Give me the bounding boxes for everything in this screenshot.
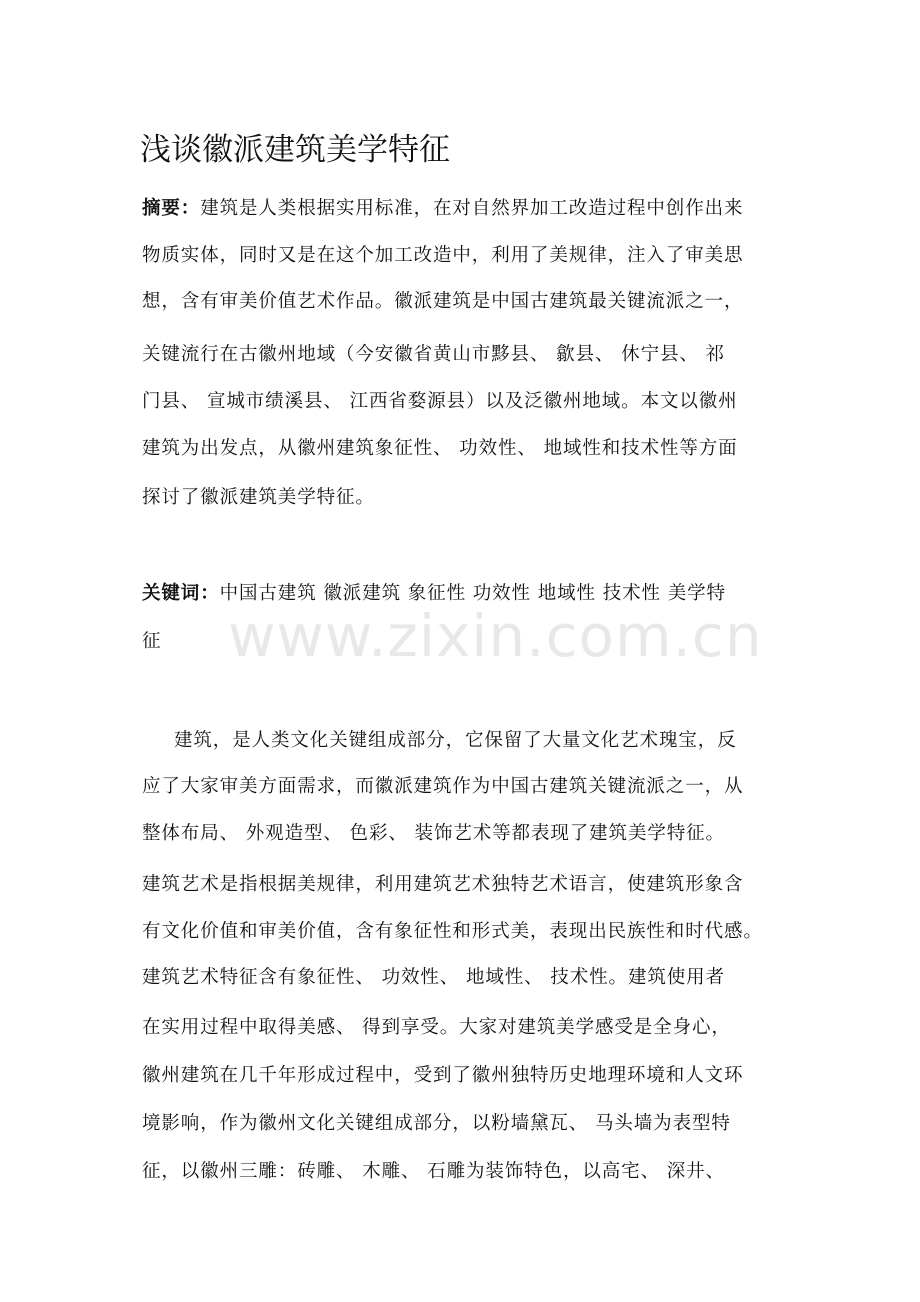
body-line: 建筑艺术是指根据美规律，利用建筑艺术独特艺术语言，使建筑形象含 <box>142 874 744 895</box>
body-line: 建筑艺术特征含有象征性、 功效性、 地域性、 技术性。建筑使用者 <box>142 967 725 988</box>
abstract-label: 摘要： <box>142 198 201 219</box>
body-line: 建筑，是人类文化关键组成部分，它保留了大量文化艺术瑰宝，反 <box>174 730 737 751</box>
body-line: 应了大家审美方面需求，而徽派建筑作为中国古建筑关键流派之一，从 <box>142 776 744 797</box>
abstract-line: 建筑为出发点，从徽州建筑象征性、 功效性、 地域性和技术性等方面 <box>142 438 738 459</box>
keywords-label: 关键词： <box>142 583 220 604</box>
body-line: 在实用过程中取得美感、 得到享受。大家对建筑美学感受是全身心， <box>142 1017 731 1038</box>
abstract-line: 关键流行在古徽州地域（今安徽省黄山市黟县、 歙县、 休宁县、 祁 <box>142 344 725 365</box>
watermark: www.zixin.com.cn <box>228 602 763 670</box>
keywords-text: 中国古建筑 徽派建筑 象征性 功效性 地域性 技术性 美学特 <box>219 583 726 604</box>
abstract-line: 门县、 宣城市绩溪县、 江西省婺源县）以及泛徽州地域。本文以徽州 <box>142 391 738 412</box>
abstract-line: 物质实体，同时又是在这个加工改造中，利用了美规律，注入了审美思 <box>142 245 744 266</box>
document-title: 浅谈徽派建筑美学特征 <box>140 132 450 168</box>
body-line: 境影响，作为徽州文化关键组成部分，以粉墙黛瓦、 马头墙为表型特 <box>142 1113 731 1134</box>
abstract-line <box>142 197 743 221</box>
body-line: 徽州建筑在几千年形成过程中，受到了徽州独特历史地理环境和人文环 <box>142 1065 744 1086</box>
abstract-line: 探讨了徽派建筑美学特征。 <box>142 487 375 508</box>
body-line: 整体布局、 外观造型、 色彩、 装饰艺术等都表现了建筑美学特征。 <box>142 823 725 844</box>
body-line: 有文化价值和审美价值，含有象征性和形式美，表现出民族性和时代感。 <box>142 921 763 942</box>
keywords-line <box>142 582 726 606</box>
body-line: 征，以徽州三雕：砖雕、 木雕、 石雕为装饰特色，以高宅、 深井、 <box>142 1161 725 1182</box>
abstract-line: 想，含有审美价值艺术作品。徽派建筑是中国古建筑最关键流派之一， <box>142 291 744 312</box>
abstract-text: 建筑是人类根据实用标准，在对自然界加工改造过程中创作出来 <box>200 198 744 219</box>
keywords-line: 征 <box>142 631 162 652</box>
